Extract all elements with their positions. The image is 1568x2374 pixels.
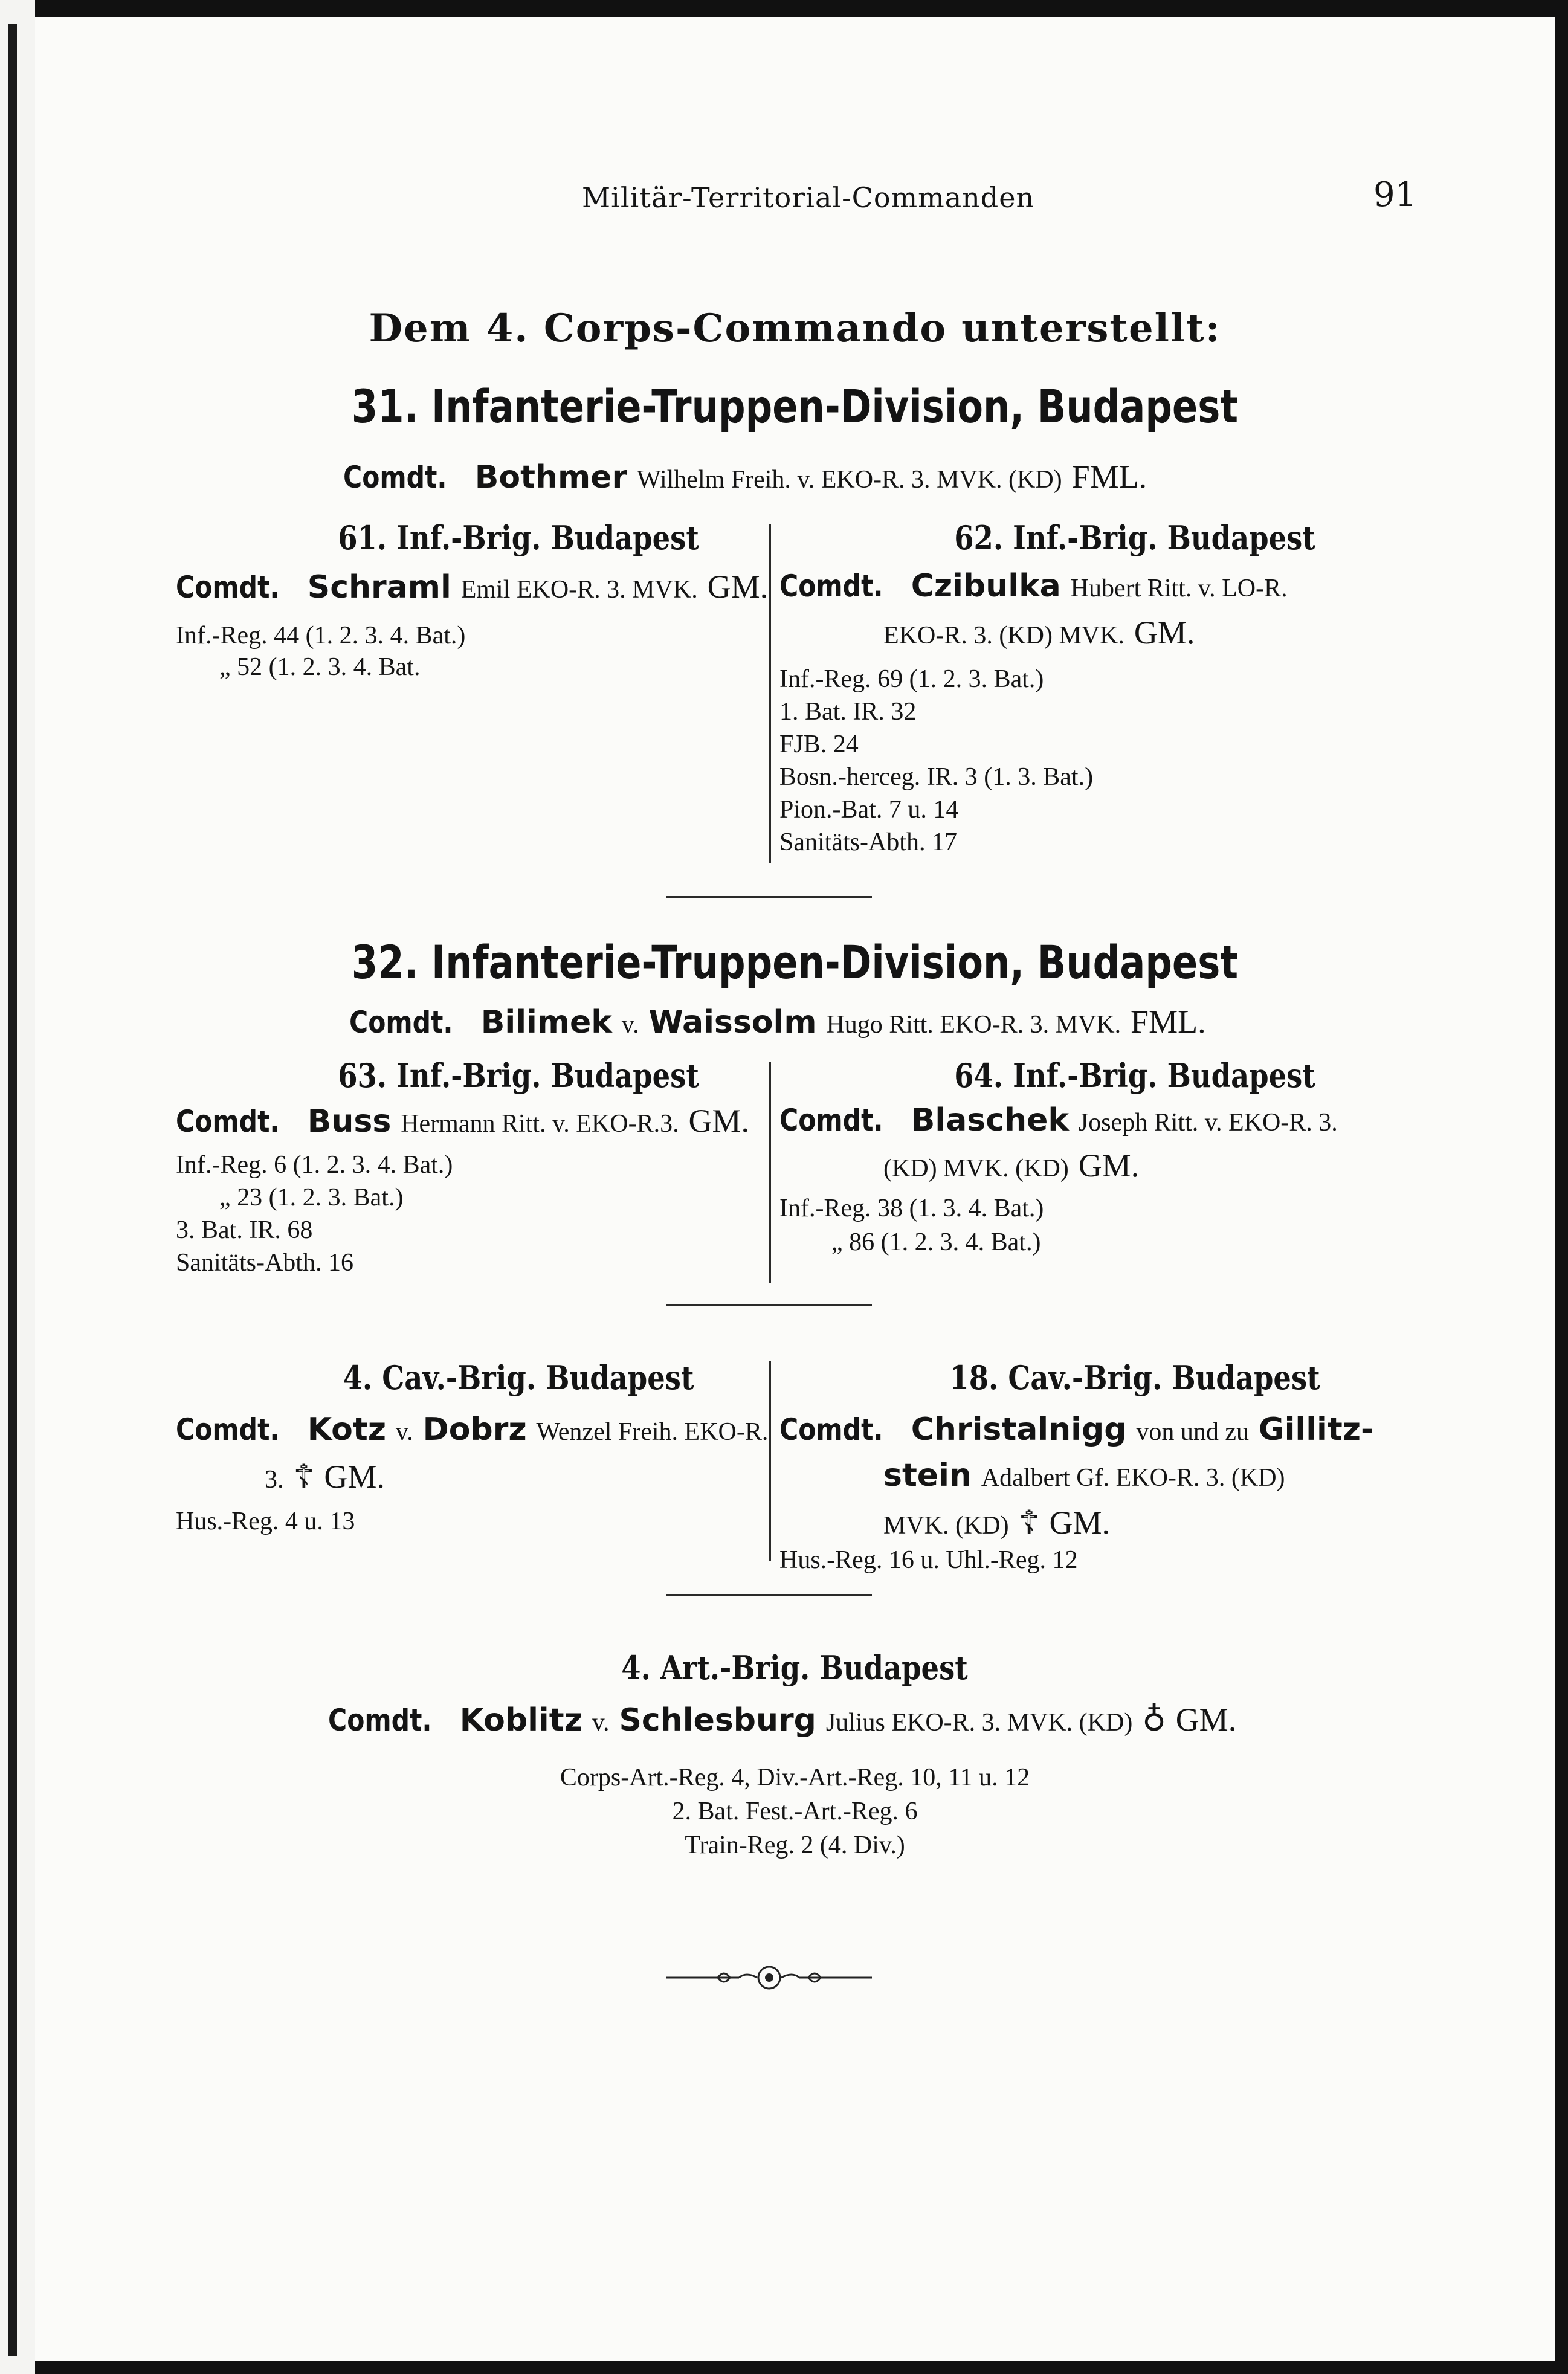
commander-details: Wenzel Freih. EKO-R. [536,1418,769,1446]
comdt-label: Comdt. [176,1104,280,1139]
column-divider [769,524,771,863]
unit-line: Inf.-Reg. 6 (1. 2. 3. 4. Bat.) [176,1151,453,1179]
comdt-label: Comdt. [176,1412,280,1447]
commander-details: Joseph Ritt. v. EKO-R. 3. [1078,1109,1338,1137]
commander-name-2: Gillitz- [1258,1411,1374,1448]
running-head: Militär-Territorial-Commanden [582,181,1035,214]
commander-name: Bothmer [474,459,628,495]
commander-details: Hermann Ritt. v. EKO-R.3. [401,1110,679,1138]
cav-brigade-18-commander-cont [883,1457,1285,1494]
commander-details: 3. [265,1466,284,1494]
brigade-61-title: 61. Inf.-Brig. Budapest [338,518,699,557]
commander-details: EKO-R. 3. (KD) MVK. [883,622,1124,650]
commander-particle: v. [621,1011,639,1039]
commander-details: Hugo Ritt. EKO-R. 3. MVK. [826,1011,1121,1039]
commander-name: Kotz [307,1411,386,1448]
commander-details: Adalbert Gf. EKO-R. 3. (KD) [981,1464,1285,1492]
page-number: 91 [1373,175,1417,214]
order-cross-icon: ☦ [293,1459,315,1495]
commander-name: Buss [307,1103,392,1140]
cav-brigade-4-commander [176,1411,768,1448]
commander-particle: von und zu [1136,1418,1249,1446]
commander-rank: GM. [688,1103,750,1139]
unit-line: Inf.-Reg. 38 (1. 3. 4. Bat.) [779,1195,1044,1222]
commander-rank: GM. [1175,1701,1237,1738]
decoration-icon: ♁ [1142,1701,1166,1738]
commander-details: (KD) MVK. (KD) [883,1155,1069,1182]
brigade-64-commander-cont [883,1147,1139,1184]
commander-name-2: Dobrz [422,1411,527,1448]
commander-details: Hubert Ritt. v. LO-R. [1070,575,1288,602]
unit-line: Hus.-Reg. 4 u. 13 [176,1508,355,1535]
unit-line: Pion.-Bat. 7 u. 14 [779,796,959,824]
unit-line: 2. Bat. Fest.-Art.-Reg. 6 [672,1798,918,1825]
unit-line: FJB. 24 [779,731,859,758]
unit-line: 1. Bat. IR. 32 [779,698,917,726]
commander-details: Julius EKO-R. 3. MVK. (KD) [825,1709,1133,1737]
comdt-label: Comdt. [343,460,447,495]
comdt-label: Comdt. [779,1412,883,1447]
comdt-label: Comdt. [779,1103,883,1138]
commander-rank: GM. [1049,1505,1111,1541]
comdt-label: Comdt. [779,569,883,604]
section-divider [666,896,872,898]
commander-name-3: stein [883,1457,972,1494]
column-divider [769,1062,771,1283]
section-divider [666,1594,872,1596]
unit-line: „ 86 (1. 2. 3. 4. Bat.) [831,1228,1041,1256]
cav-brigade-18-commander [779,1411,1374,1448]
commander-name: Koblitz [459,1702,582,1738]
commander-name: Schraml [307,569,451,605]
unit-line: Hus.-Reg. 16 u. Uhl.-Reg. 12 [779,1546,1078,1574]
book-page [35,17,1555,2361]
commander-details: MVK. (KD) [883,1512,1009,1540]
art-brigade-4-commander [328,1700,1236,1738]
commander-name: Bilimek [480,1004,612,1040]
cav-brigade-4-title: 4. Cav.-Brig. Budapest [343,1358,694,1397]
commander-details: Emil EKO-R. 3. MVK. [460,576,698,604]
division-31-commander [343,458,1147,495]
commander-rank: GM. [707,569,769,605]
scan-edge [0,0,35,2374]
unit-line: Corps-Art.-Reg. 4, Div.-Art.-Reg. 10, 11 u. 12 [560,1764,1030,1792]
commander-details: Wilhelm Freih. v. EKO-R. 3. MVK. (KD) [637,466,1062,494]
commander-rank: GM. [1134,614,1195,651]
brigade-62-title: 62. Inf.-Brig. Budapest [954,518,1315,557]
brigade-61-commander [176,568,768,605]
commander-name-2: Waissolm [648,1004,817,1040]
commander-rank: FML. [1071,459,1147,495]
art-brigade-4-title: 4. Art.-Brig. Budapest [621,1648,968,1687]
cav-brigade-4-commander-cont [265,1457,385,1495]
commander-rank: FML. [1131,1004,1206,1040]
commander-particle: v. [592,1709,610,1737]
corps-heading: Dem 4. Corps-Commando unterstellt: [369,306,1221,351]
brigade-63-title: 63. Inf.-Brig. Budapest [338,1056,699,1095]
cav-brigade-18-commander-cont2 [883,1503,1110,1541]
commander-name: Czibulka [911,568,1061,604]
unit-line: „ 52 (1. 2. 3. 4. Bat. [219,653,421,681]
order-cross-icon: ☦ [1018,1505,1040,1541]
unit-line: „ 23 (1. 2. 3. Bat.) [219,1184,404,1211]
brigade-62-commander-cont [883,614,1195,651]
brigade-64-commander [779,1102,1338,1138]
unit-line: Sanitäts-Abth. 16 [176,1249,353,1277]
unit-line: Sanitäts-Abth. 17 [779,828,957,856]
unit-line: Train-Reg. 2 (4. Div.) [685,1831,905,1859]
cav-brigade-18-title: 18. Cav.-Brig. Budapest [949,1358,1320,1397]
ornament-icon [666,1960,872,1996]
division-31-title: 31. Infanterie-Truppen-Division, Budapest [351,379,1239,433]
commander-particle: v. [395,1418,413,1446]
commander-rank: GM. [1078,1147,1140,1184]
commander-name: Christalnigg [911,1411,1127,1448]
brigade-64-title: 64. Inf.-Brig. Budapest [954,1056,1315,1095]
unit-line: Bosn.-herceg. IR. 3 (1. 3. Bat.) [779,763,1094,791]
commander-name: Blaschek [911,1102,1069,1138]
commander-rank: GM. [324,1459,385,1495]
brigade-62-commander [779,568,1288,604]
comdt-label: Comdt. [328,1703,432,1738]
unit-line: Inf.-Reg. 69 (1. 2. 3. Bat.) [779,665,1044,693]
comdt-label: Comdt. [349,1005,453,1040]
division-32-commander [349,1003,1206,1040]
comdt-label: Comdt. [176,570,280,605]
brigade-63-commander [176,1102,749,1140]
unit-line: 3. Bat. IR. 68 [176,1216,313,1244]
division-32-title: 32. Infanterie-Truppen-Division, Budapest [351,935,1239,989]
section-divider [666,1304,872,1306]
commander-name-2: Schlesburg [619,1702,816,1738]
unit-line: Inf.-Reg. 44 (1. 2. 3. 4. Bat.) [176,622,466,650]
